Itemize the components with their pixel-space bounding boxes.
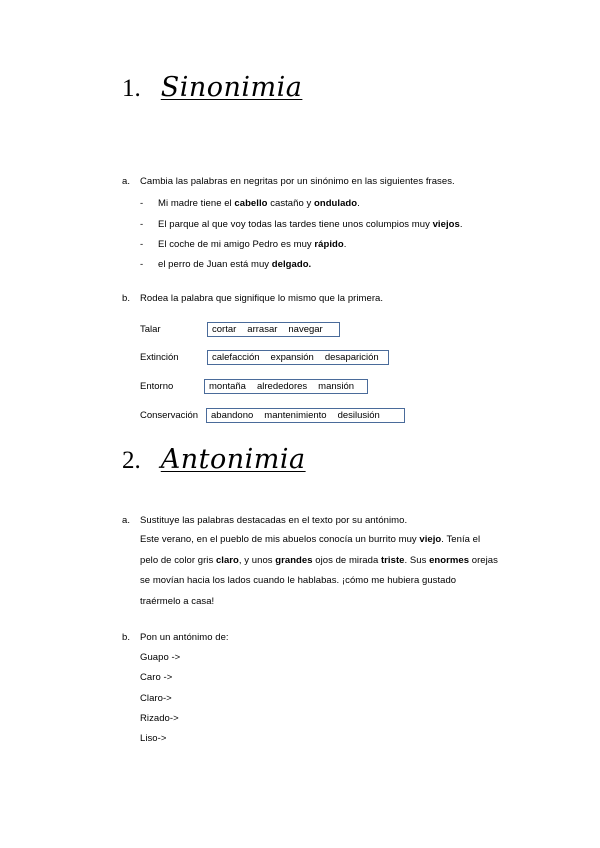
section-2-number: 2. [122, 447, 141, 474]
exercise-1a-header [122, 176, 130, 187]
bold-word: ondulado [314, 198, 358, 209]
section-2-title [122, 444, 306, 475]
option-word: mansión [318, 381, 355, 392]
option-word: montaña [209, 381, 246, 392]
exercise-2a-marker: a. [122, 515, 131, 526]
antonym-item: Liso-> [140, 733, 167, 744]
sentence-item [140, 259, 540, 273]
target-word: Extinción [140, 352, 179, 363]
exercise-2b-instruction: Pon un antónimo de: [140, 632, 229, 643]
exercise-1b-marker: b. [122, 293, 131, 304]
bullet-dash: - [140, 198, 144, 209]
antonym-item: Rizado-> [140, 713, 179, 724]
sentence-text: El coche de mi amigo Pedro es muy rápido. [158, 239, 347, 250]
option-word: mantenimiento [264, 410, 327, 421]
bullet-dash: - [140, 219, 144, 230]
highlighted-word: claro [215, 555, 239, 566]
option-word: navegar [288, 324, 323, 335]
exercise-2b-marker: b. [122, 632, 131, 643]
antonym-item: Guapo -> [140, 652, 181, 663]
sentence-text: el perro de Juan está muy delgado. [158, 259, 312, 270]
exercise-2a-instruction: Sustituye las palabras destacadas en el texto por su antónimo. [140, 515, 408, 526]
section-1-title [122, 72, 302, 103]
option-word: desaparición [324, 352, 379, 363]
target-word: Talar [140, 324, 161, 335]
options-box [207, 350, 389, 365]
exercise-1b-instruction: Rodea la palabra que signifique lo mismo que la primera. [140, 293, 384, 304]
bold-word: delgado. [271, 259, 312, 270]
highlighted-word: viejo [419, 534, 442, 545]
sentence-item [140, 198, 540, 212]
sentence-text: Mi madre tiene el cabello castaño y ondulado. [158, 198, 360, 209]
exercise-1a-instruction: Cambia las palabras en negritas por un sinónimo en las siguientes frases. [140, 176, 455, 187]
highlighted-word: triste [380, 555, 405, 566]
section-1-number: 1. [122, 75, 141, 102]
sentence-item [140, 219, 540, 233]
section-2-heading: Antonimia [160, 444, 306, 475]
option-word: arrasar [247, 324, 278, 335]
paragraph-line: Este verano, en el pueblo de mis abuelos conocía un burrito muy viejo. Tenía el [140, 534, 481, 545]
sentence-text: El parque al que voy todas las tardes tiene unos columpios muy viejos. [158, 219, 463, 230]
highlighted-word: enormes [429, 555, 470, 566]
bold-word: rápido [314, 239, 344, 250]
options-box [206, 408, 405, 423]
target-word: Entorno [140, 381, 174, 392]
section-1-heading: Sinonimia [160, 72, 303, 103]
option-word: desilusión [337, 410, 380, 421]
exercise-1a-marker: a. [122, 176, 131, 187]
bullet-dash: - [140, 239, 144, 250]
options-box [207, 322, 340, 337]
paragraph-line: se movían hacia los lados cuando le hablabas. ¡cómo me hubiera gustado [140, 575, 457, 586]
option-word: alrededores [256, 381, 308, 392]
highlighted-word: grandes [275, 555, 313, 566]
bold-word: cabello [234, 198, 268, 209]
sentence-item [140, 239, 540, 253]
paragraph-line: pelo de color gris claro, y unos grandes ojos de mirada triste. Sus enormes orejas [140, 555, 498, 566]
paragraph-line: traérmelo a casa! [140, 596, 215, 607]
bullet-dash: - [140, 259, 144, 270]
target-word: Conservación [140, 410, 199, 421]
options-box [204, 379, 368, 394]
option-word: expansión [270, 352, 314, 363]
option-word: cortar [212, 324, 237, 335]
antonym-item: Claro-> [140, 693, 172, 704]
bold-word: viejos [432, 219, 460, 230]
antonym-item: Caro -> [140, 672, 173, 683]
option-word: calefacción [212, 352, 260, 363]
option-word: abandono [211, 410, 254, 421]
